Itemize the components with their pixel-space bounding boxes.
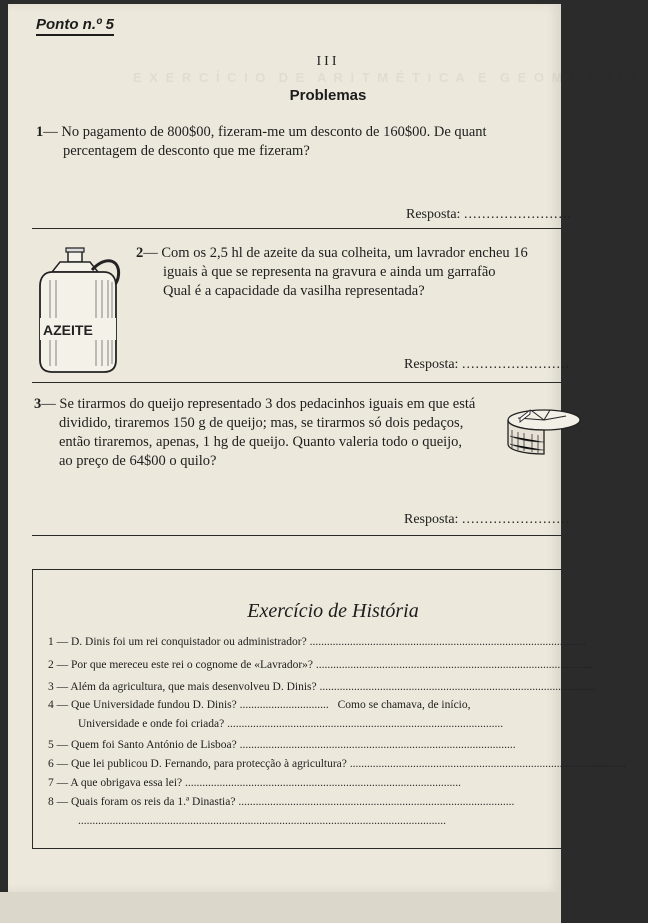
answer-dotted-line: ................................................................................................ <box>306 636 586 648</box>
problem-3-number: 3 <box>34 396 42 412</box>
bleed-through-text: E X E R C Í C I O D E A R I T M É T I C A E G E O M E T R I A <box>133 70 641 85</box>
problem-2-line-2: iguais à que se representa na gravura e ainda um garrafão <box>163 264 496 280</box>
scan-bottom-edge <box>0 892 561 923</box>
section-number: III <box>316 54 340 69</box>
answer-dotted-line: ........................ <box>461 512 570 527</box>
problem-3-answer[interactable] <box>404 512 570 528</box>
problem-3-line-3: então tiraremos, apenas, 1 hg de queijo. Quanto valeria todo o queijo, <box>59 434 463 450</box>
problem-2 <box>136 244 528 301</box>
question-extra-text: Como se chamava, de início, <box>337 699 471 711</box>
answer-label: Resposta: <box>406 207 461 222</box>
divider-2 <box>32 382 572 383</box>
problem-2-line-1: — Com os 2,5 hl de azeite da sua colheita, um lavrador encheu 16 <box>143 245 528 261</box>
question-text: 3 — Além da agricultura, que mais desenvolveu D. Dinis? <box>48 681 317 693</box>
answer-dotted-line: ........................ <box>461 357 570 372</box>
problem-3-line-1: — Se tirarmos do queijo representado 3 dos pedacinhos iguais em que está <box>41 396 476 412</box>
problem-1-number: 1 <box>36 124 44 140</box>
history-question-2[interactable] <box>48 659 592 671</box>
history-question-4[interactable] <box>48 699 471 711</box>
history-title: Exercício de História <box>247 600 419 622</box>
history-question-4-continuation[interactable] <box>78 718 503 730</box>
problem-3-line-2: dividido, tiraremos 150 g de queijo; mas, se tirarmos só dois pedaços, <box>59 415 464 431</box>
history-exercise-box <box>32 569 626 849</box>
answer-dotted-line: ................................................................................................ <box>236 739 516 751</box>
page-header: Ponto n.º 5 <box>36 16 114 36</box>
question-text: Universidade e onde foi criada? <box>78 718 225 730</box>
question-text: 2 — Por que mereceu este rei o cognome de «Lavrador»? <box>48 659 314 671</box>
oil-can-label: AZEITE <box>43 322 93 338</box>
answer-dotted-line: ........................ <box>463 207 572 222</box>
question-text: 1 — D. Dinis foi um rei conquistador ou administrador? <box>48 636 307 648</box>
history-question-5[interactable] <box>48 739 516 751</box>
problem-2-number: 2 <box>136 245 144 261</box>
question-text: 7 — A que obrigava essa lei? <box>48 777 183 789</box>
divider-1 <box>32 228 572 229</box>
problem-3 <box>34 395 475 471</box>
section-title: Problemas <box>289 87 367 104</box>
history-question-6[interactable] <box>48 758 626 770</box>
question-text: 5 — Quem foi Santo António de Lisboa? <box>48 739 237 751</box>
history-question-8[interactable] <box>48 796 514 808</box>
problem-1 <box>36 123 487 161</box>
cheese-image <box>506 404 566 464</box>
oil-can-image <box>30 240 130 376</box>
question-text: 4 — Que Universidade fundou D. Dinis? <box>48 699 237 711</box>
problem-2-line-3: Qual é a capacidade da vasilha representada? <box>163 283 425 299</box>
answer-label: Resposta: <box>404 357 459 372</box>
answer-dotted-line: ................................................................................................ <box>224 718 504 730</box>
problem-3-line-4: ao preço de 64$00 o quilo? <box>59 453 217 469</box>
divider-3 <box>32 535 572 536</box>
history-extra-answer-line[interactable] <box>78 815 446 827</box>
problem-1-line-2: percentagem de desconto que me fizeram? <box>63 143 310 159</box>
history-question-3[interactable] <box>48 681 595 693</box>
history-question-7[interactable] <box>48 777 461 789</box>
answer-dotted-line: ................................................................................................ <box>235 796 515 808</box>
problem-1-answer[interactable] <box>406 207 572 223</box>
answer-dotted-line: ................................................................................................ <box>316 681 596 693</box>
answer-dotted-line: ............................... <box>236 699 329 711</box>
exam-page <box>8 4 641 892</box>
problem-2-answer[interactable] <box>404 357 570 373</box>
answer-dotted-line: ................................................................................................ <box>346 758 626 770</box>
answer-dotted-line: ................................................................................................ <box>313 659 592 671</box>
question-text: 8 — Quais foram os reis da 1.ª Dinastia? <box>48 796 236 808</box>
question-text: 6 — Que lei publicou D. Fernando, para protecção à agricultura? <box>48 758 347 770</box>
answer-dotted-line: ................................................................................................ <box>182 777 462 789</box>
answer-dotted-line: ................................................................................................................................ <box>78 815 446 827</box>
answer-label: Resposta: <box>404 512 459 527</box>
problem-1-line-1: — No pagamento de 800$00, fizeram-me um desconto de 160$00. De quant <box>43 124 487 140</box>
history-question-1[interactable] <box>48 636 586 648</box>
